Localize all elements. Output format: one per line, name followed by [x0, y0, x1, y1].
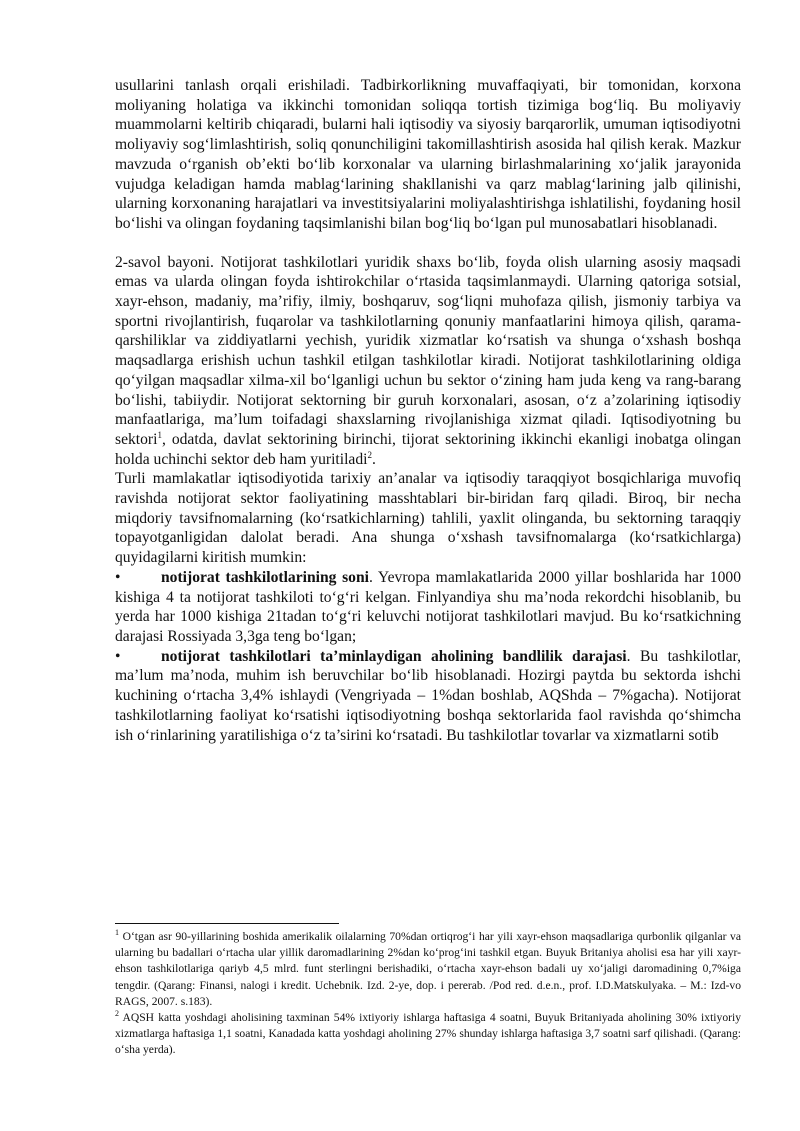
- paragraph-text: , odatda, davlat sektorining birinchi, tijorat sektorining ikkinchi ekanligi inobatga olingan holda uchinchi sektor deb ham yuritiladi: [115, 430, 741, 468]
- bullet-icon: •: [115, 568, 121, 586]
- footnote-1: [115, 929, 741, 1010]
- paragraph-text: .: [371, 450, 376, 468]
- paragraph-gap: [115, 234, 741, 253]
- footnote-separator: [115, 923, 339, 924]
- bullet-icon: •: [115, 647, 121, 665]
- footnotes: [115, 929, 741, 1059]
- paragraph-text: 2-savol bayoni. Notijorat tashkilotlari yuridik shaxs bo‘lib, foyda olish ularning asosiy maqsadi emas va ularda olingan foyda ishtirokchilar o‘rtasida taqsimlanmaydi. Ularning qatoriga sotsial, xayr-ehson, madaniy, ma’rifiy, ilmiy, boshqaruv, sog‘liqni muhofaza qilish, jismoniy tarbiya va sportni rivojlantirish, fuqarolar va tashkilotlarning qonuniy manfaatlarini himoya qilish, qarama-qarshiliklar va ziddiyatlarni yechish, yuridik xizmatlar ko‘rsatish va shunga o‘xshash boshqa maqsadlarga erishish uchun tashkil etilgan tashkilotlar kiradi. Notijorat tashkilotlarining oldiga qo‘yilgan maqsadlar xilma-xil bo‘lganligi uchun bu sektor o‘zining ham juda keng va rang-barang bo‘lishi, tabiiydir. Notijorat sektorning bir guruh korxonalari, asosan, o‘z a’zolarining iqtisodiy manfaatlariga, ma’lum toifadagi shaxslarning rivojlanishiga xizmat qiladi. Iqtisodiyotning bu sektori: [115, 253, 741, 448]
- list-item-heading: notijorat tashkilotlari ta’minlaydigan aholining bandlilik darajasi: [161, 647, 627, 665]
- footnote-text: O‘tgan asr 90-yillarining boshida amerikalik oilalarning 70%dan ortiqrog‘i har yili xayr-ehson maqsadlariga qurbonlik qilganlar va ularning bu badallari o‘rtacha ular yillik daromadlarining 2%dan ko‘prog‘ini tashkil etgan. Buyuk Britaniya aholisi esa har yili xayr-ehson tashkilotlariga qariyb 4,5 mlrd. funt sterlingni berishadiki, o‘rtacha xayr-ehson badali uy xo‘jaligi daromadining 0,7%iga tengdir. (Qarang: Finansi, nalogi i kredit. Uchebnik. Izd. 2-ye, dop. i pererab. /Pod red. d.e.n., prof. I.D.Matskulyaka. – M.: Izd-vo RAGS, 2007. s.183).: [115, 930, 741, 1008]
- document-body: [115, 76, 741, 745]
- footnote-ref-2[interactable]: 2: [367, 449, 372, 460]
- paragraph-intro: usullarini tanlash orqali erishiladi. Tadbirkorlikning muvaffaqiyati, bir tomonidan, korxona moliyaning holatiga va ikkinchi tomonidan soliqqa tortish tizimiga bog‘liq. Bu moliyaviy muammolarni keltirib chiqaradi, bularni hali iqtisodiy va siyosiy barqarorlik, umuman iqtisodiyotni moliyaviy sog‘limlashtirish, soliq qonunchiligini takomillashtirish asosida hal qilish kerak. Mazkur mavzuda o‘rganish ob’ekti bo‘lib korxonalar va ularning birlashmalarining xo‘jalik jarayonida vujudga keladigan hamda mablag‘larining shakllanishi va qarz mablag‘larining jalb qilinishi, ularning korxonaning harajatlari va investitsiyalarini moliyalashtirishga ishlatilishi, foydaning hosil bo‘lishi va olingan foydaning taqsimlanishi bilan bog‘liq bo‘lgan pul munosabatlari hisoblanadi.: [115, 77, 741, 232]
- footnote-mark: 1: [115, 928, 119, 938]
- footnote-2: [115, 1010, 741, 1059]
- list-item-heading: notijorat tashkilotlarining soni: [161, 568, 369, 586]
- list-item-text: . Bu tashkilotlar, ma’lum ma’noda, muhim ish beruvchilar bo‘lib hisoblanadi. Hozirgi paytda bu sektorda ishchi kuchining o‘rtacha 3,4% ishlaydi (Vengriyada – 1%dan boshlab, AQShda – 7%gacha). Notijorat tashkilotlarning faoliyat ko‘rsatishi iqtisodiyotning boshqa sektorlarida faol ravishda qo‘shimcha ish o‘rinlarining yaratilishiga o‘z ta’sirini ko‘rsatadi. Bu tashkilotlar tovarlar va xizmatlarni sotib: [115, 647, 741, 744]
- paragraph-question-2: [115, 253, 741, 470]
- list-item-count: [115, 568, 741, 647]
- footnote-text: AQSH katta yoshdagi aholisining taxminan 54% ixtiyoriy ishlarga haftasiga 4 soatni, Buyuk Britaniyada aholining 30% ixtiyoriy xizmatlarga haftasiga 1,1 soatni, Kanadada katta yoshdagi aholining 27% shunday ishlarga haftasiga 3,7 soatni sarf qilishadi. (Qarang: o‘sha yerda).: [115, 1011, 741, 1057]
- paragraph-indicators: Turli mamlakatlar iqtisodiyotida tarixiy an’analar va iqtisodiy taraqqiyot bosqichlariga muvofiq ravishda notijorat sektor faoliyatining masshtablari bir-biridan farq qiladi. Biroq, bir necha miqdoriy tavsifnomalarning (ko‘rsatkichlarning) tahlili, yaxlit olinganda, bu sektorning taraqqiy topayotganligidan dalolat beradi. Ana shunga o‘xshash tavsifnomalarga (ko‘rsatkichlarga) quyidagilarni kiritish mumkin:: [115, 470, 741, 567]
- footnote-mark: 2: [115, 1009, 119, 1019]
- list-item-text: . Yevropa mamlakatlarida 2000 yillar boshlarida har 1000 kishiga 4 ta notijorat tashkiloti to‘g‘ri kelgan. Finlyandiya shu ma’noda rekordchi hisoblanib, bu yerda har 1000 kishiga 21tadan to‘g‘ri keluvchi notijorat tashkilotlari mavjud. Bu ko‘rsatkichning darajasi Rossiyada 3,3ga teng bo‘lgan;: [115, 568, 741, 645]
- footnote-ref-1[interactable]: 1: [157, 429, 162, 440]
- list-item-employment: [115, 647, 741, 746]
